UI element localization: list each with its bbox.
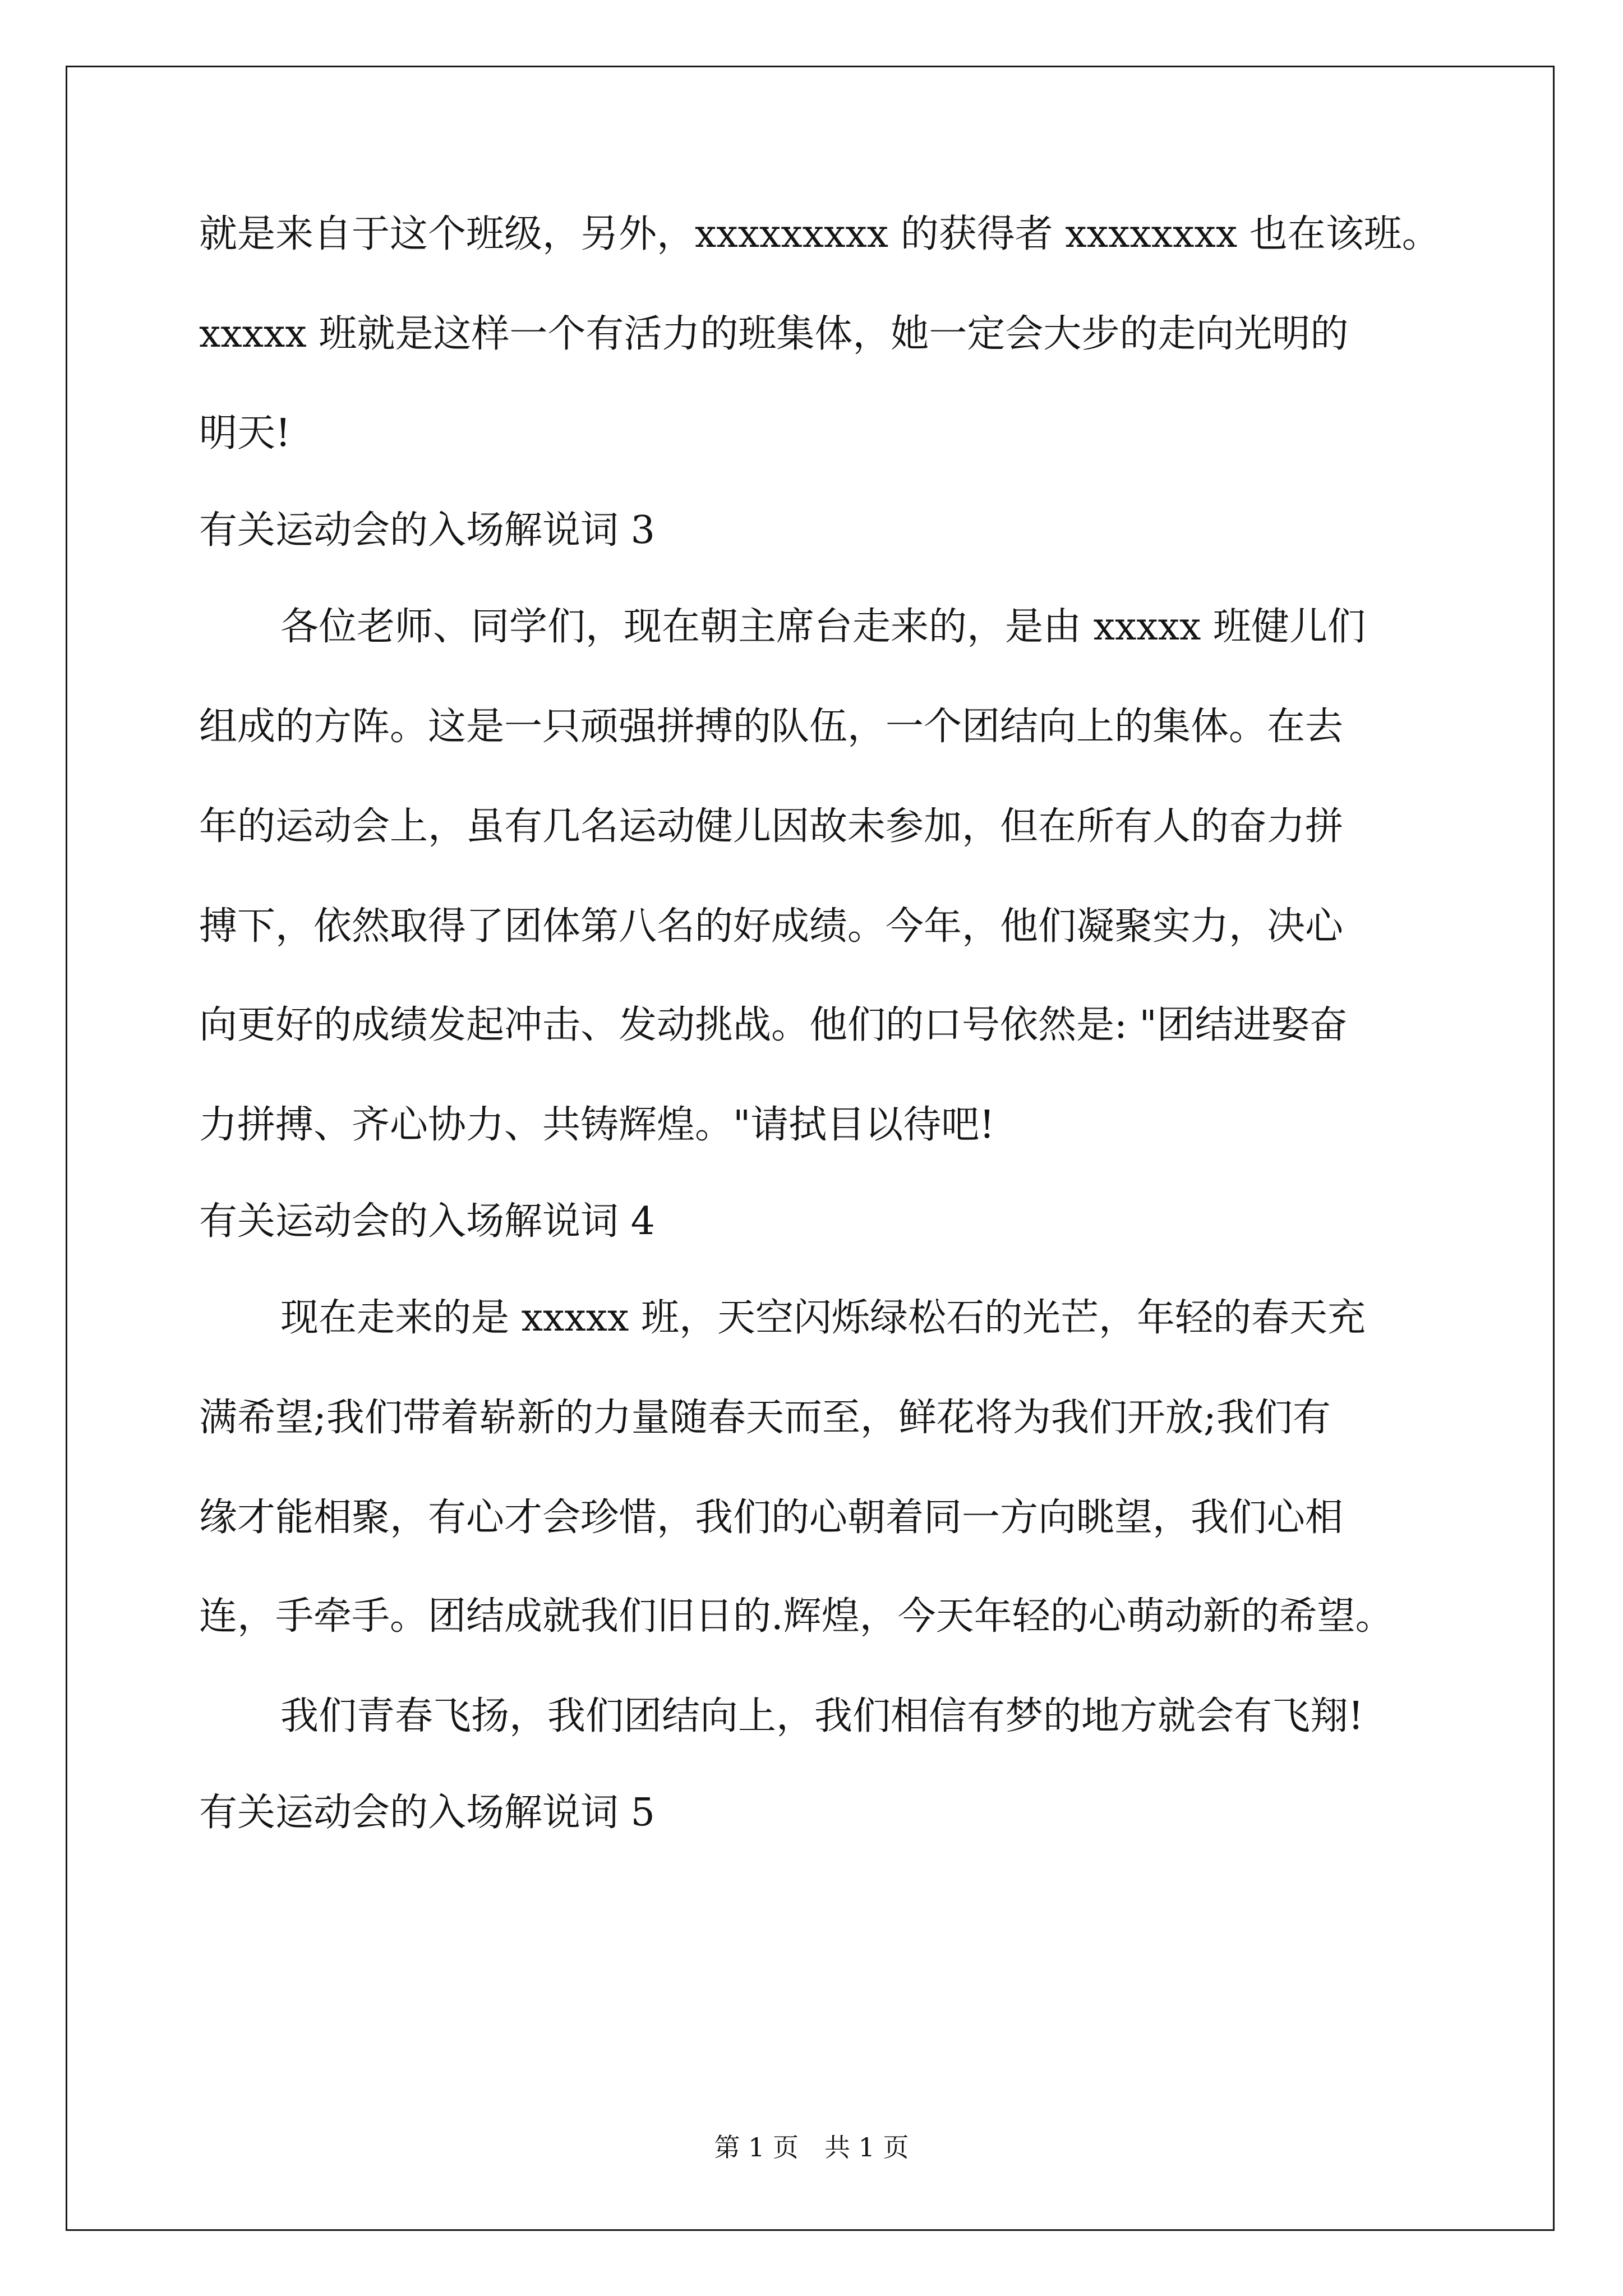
paragraph-line: 各位老师、同学们，现在朝主席台走来的，是由 xxxxx 班健儿们 (280, 605, 1366, 649)
paragraph-line: 力拼搏、齐心协力、共铸辉煌。"请拭目以待吧! (199, 1103, 995, 1147)
paragraph-line: 向更好的成绩发起冲击、发动挑战。他们的口号依然是: "团结进娶奋 (199, 1003, 1348, 1047)
paragraph-line: 明天! (199, 411, 291, 455)
paragraph-line: 连，手牵手。团结成就我们旧日的.辉煌，今天年轻的心萌动新的希望。 (199, 1594, 1394, 1639)
paragraph-line: xxxxx 班就是这样一个有活力的班集体，她一定会大步的走向光明的 (199, 312, 1349, 356)
paragraph-line: 我们青春飞扬，我们团结向上，我们相信有梦的地方就会有飞翔! (280, 1694, 1364, 1738)
paragraph-line: 搏下，依然取得了团体第八名的好成绩。今年，他们凝聚实力，决心 (199, 904, 1344, 949)
paragraph-line: 年的运动会上，虽有几名运动健儿因故未参加，但在所有人的奋力拼 (199, 804, 1344, 849)
section-heading: 有关运动会的入场解说词 3 (199, 508, 655, 553)
paragraph-line: 就是来自于这个班级，另外，xxxxxxxxx 的获得者 xxxxxxxx 也在该班。 (199, 212, 1440, 256)
paragraph-line: 组成的方阵。这是一只顽强拼搏的队伍，一个团结向上的集体。在去 (199, 705, 1344, 749)
paragraph-line: 现在走来的是 xxxxx 班，天空闪烁绿松石的光芒，年轻的春天充 (280, 1296, 1366, 1340)
page-footer: 第 1 页 共 1 页 (714, 2132, 909, 2162)
paragraph-line: 缘才能相聚，有心才会珍惜，我们的心朝着同一方向眺望，我们心相 (199, 1496, 1344, 1540)
section-heading: 有关运动会的入场解说词 4 (199, 1199, 655, 1244)
section-heading: 有关运动会的入场解说词 5 (199, 1791, 655, 1835)
paragraph-line: 满希望;我们带着崭新的力量随春天而至，鲜花将为我们开放;我们有 (199, 1396, 1331, 1440)
